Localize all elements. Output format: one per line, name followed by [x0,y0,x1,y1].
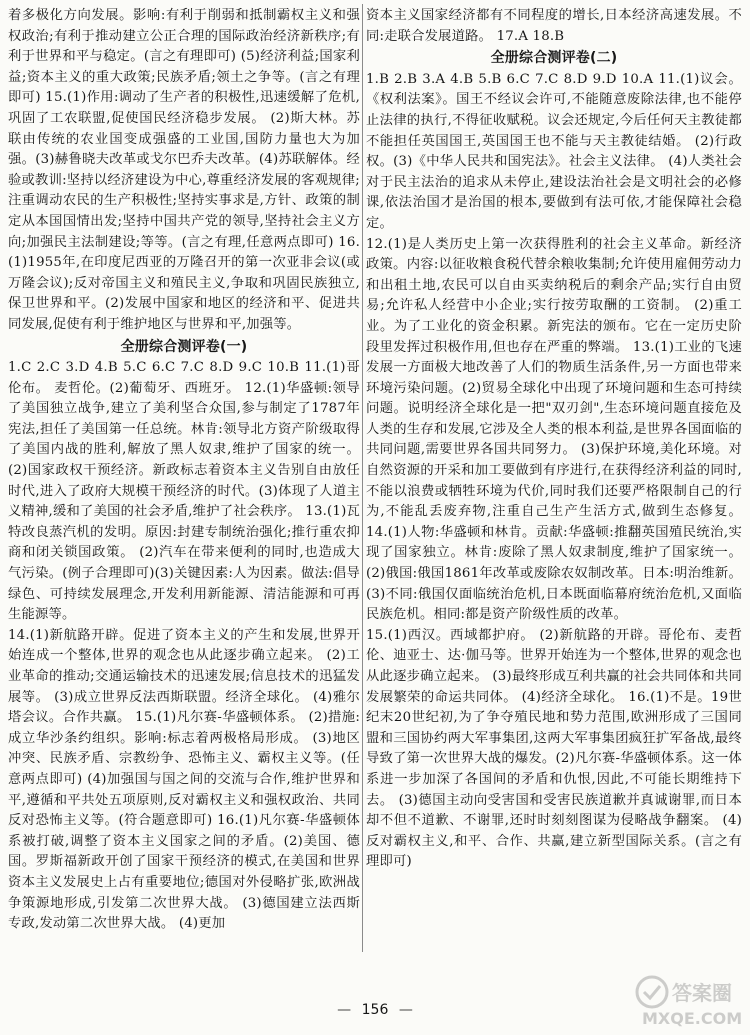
text-paragraph: 12.(1)是人类历史上第一次获得胜利的社会主义革命。新经济政策。内容:以征收粮食税代替余粮收集制;允许使用雇佣劳动力和出租土地,农民可以自由买卖纳税后的剩余产品;实行自由贸易;允许私人经营中小企业;实行按劳取酬的工资制。 (2)重工业。为了工业化的资金积累。新宪法的颁布。它在一定历史阶段里发挥过积极作用,但也存在严重的弊端。 13.(1)工业的飞速发展一方面极大地改善了人们的物质生活条件,另一方面也带来环境污染问题。(2)贸易全球化中出现了环境问题和生态可持续问题。说明经济全球化是一把"双刃剑",生态环境问题直接危及人类的生存和发展,它涉及全人类的根本利益,是世界各国面临的共同问题,需要世界各国共同努力。 (3)保护环境,美化环境。对自然资源的开采和加工要做到有序进行,在获得经济利益的同时,不能以浪费或牺牲环境为代价,同时我们还要严格限制自己的行为,不能乱丢废弃物,注重自己生产生活方式,做到生态修复。 14.(1)人物:华盛顿和林肯。贡献:华盛顿:推翻英国殖民统治,实现了国家独立。林肯:废除了黑人奴隶制度,维护了国家统一。 (2)俄国:俄国1861年改革或废除农奴制改革。日本:明治维新。 (3)不同:俄国仅面临统治危机,日本既面临幕府统治危机,又面临民族危机。相同:都是资产阶级性质的改革。 [366,236,742,623]
watermark-text-top: 答案圈 [672,981,732,1005]
right-column [366,6,742,873]
footer-dash-left: — [337,1002,352,1018]
page-number: 156 [361,1002,389,1018]
left-column [8,6,360,935]
footer-dash-right: — [398,1002,413,1018]
text-paragraph: 资本主义国家经济都有不同程度的增长,日本经济高速发展。不同:走联合发展道路。 17.A 18.B [366,8,742,44]
column-divider [362,4,363,952]
watermark-logo [632,972,744,1030]
text-paragraph: 1.B 2.B 3.A 4.B 5.B 6.C 7.C 8.D 9.D 10.A 11.(1)议会。《权利法案》。国王不经议会许可,不能随意废除法律,也不能停止法律的执行,不得征收赋税。议会还规定,今后任何天主教徒都不能担任英国国王,英国国王也不能与天主教徒结婚。 (2)行政权。(3)《中华人民共和国宪法》。社会主义法律。 (4)人类社会对于民主法治的追求从未停止,建设法治社会是文明社会的必修课,依法治国才是治国的根本,要做到有法可依,才能保障社会稳定。 [366,71,742,231]
text-paragraph: 14.(1)新航路开辟。促进了资本主义的产生和发展,世界开始连成一个整体,世界的观念也从此逐步确立起来。 (2)工业革命的推动;交通运输技术的迅速发展;信息技术的迅猛发展等。 (3)成立世界反法西斯联盟。经济全球化。 (4)雅尔塔会议。合作共赢。 15.(1)凡尔赛-华盛顿体系。 (2)措施:成立华沙条约组织。影响:标志着两极格局形成。 (3)地区冲突、民族矛盾、宗教纷争、恐怖主义、霸权主义等。(任意两点即可) (4)加强国与国之间的交流与合作,维护世界和平,遵循和平共处五项原则,反对霸权主义和强权政治、共同反对恐怖主义等。(符合题意即可) 16.(1)凡尔赛-华盛顿体系被打破,调整了资本主义国家之间的矛盾。(2)美国、德国。罗斯福新政开创了国家干预经济的模式,在美国和世界资本主义发展史上占有重要地位;德国对外侵略扩张,欧洲战争策源地形成,引发第二次世界大战。 (3)德国建立法西斯专政,发动第二次世界大战。 (4)更加 [8,627,360,932]
text-paragraph: 15.(1)西汉。西域都护府。 (2)新航路的开辟。哥伦布、麦哲伦、迪亚士、达·伽马等。世界开始连为一个整体,世界的观念也从此逐步确立起来。 (3)最终形成互利共赢的社会共同体和共同发展繁荣的命运共同体。 (4)经济全球化。 16.(1)不是。19世纪末20世纪初,为了争夺殖民地和势力范围,欧洲形成了三国同盟和三国协约两大军事集团,这两大军事集团疯狂扩军备战,最终导致了第一次世界大战的爆发。(2)凡尔赛-华盛顿体系。这一体系进一步加深了各国间的矛盾和仇恨,因此,不可能长期维持下去。 (3)德国主动向受害国和受害民族道歉并真诚谢罪,而日本却不但不道歉、不谢罪,还时时刻刻图谋为侵略战争翻案。 (4)反对霸权主义,和平、合作、共赢,建立新型国际关系。(言之有理即可) [366,627,742,870]
watermark-text-bottom: MXQE.COM [642,1009,743,1028]
section-title-test-2: 全册综合测评卷(二) [490,50,618,67]
text-paragraph: 1.C 2.C 3.D 4.B 5.C 6.C 7.C 8.D 9.C 10.B 11.(1)哥伦布。 麦哲伦。(2)葡萄牙、西班牙。 12.(1)华盛顿:领导了美国独立战争,建立了美利坚合众国,参与制定了1787年宪法,担任了美国第一任总统。林肯:领导北方资产阶级取得了美国内战的胜利,解放了黑人奴隶,维护了国家的统一。 (2)国家政权干预经济。新政标志着资本主义告别自由放任时代,进入了政府大规模干预经济的时代。(3)体现了人道主义精神,缓和了美国的社会矛盾,维护了社会秩序。 13.(1)瓦特改良蒸汽机的发明。原因:封建专制统治强化;推行重农抑商和闭关锁国政策。 (2)汽车在带来便利的同时,也造成大气污染。(例子合理即可)(3)关键因素:人为因素。做法:倡导绿色、可持续发展理念,开发利用新能源、清洁能源和可再生能源等。 [8,360,360,623]
section-title-test-1: 全册综合测评卷(一) [120,338,248,355]
text-paragraph: 着多极化方向发展。影响:有利于削弱和抵制霸权主义和强权政治;有利于推动建立公正合理的国际政治经济新秩序;有利于世界和平与稳定。(言之有理即可) (5)经济利益;国家利益;资本主义的重大政策;民族矛盾;领土之争等。(言之有理即可) 15.(1)作用:调动了生产者的积极性,迅速缓解了危机,巩固了工农联盟,促使国民经济稳步发展。 (2)斯大林。苏联由传统的农业国变成强盛的工业国,国防力量也大为加强。(3)赫鲁晓夫改革或戈尔巴乔夫改革。(4)苏联解体。经验或教训:坚持以经济建设为中心,尊重经济发展的客观规律;注重调动农民的生产积极性;坚持实事求是,方针、政策的制定从本国国情出发;坚持中国共产党的领导,坚持社会主义方向;加强民主法制建设;等等。(言之有理,任意两点即可) 16.(1)1955年,在印度尼西亚的万隆召开的第一次亚非会议(或万隆会议);反对帝国主义和殖民主义,争取和巩固民族独立,保卫世界和平。(2)发展中国家和地区的经济和平、促进共同发展,促使有利于维护地区与世界和平,加强等。 [8,8,360,332]
